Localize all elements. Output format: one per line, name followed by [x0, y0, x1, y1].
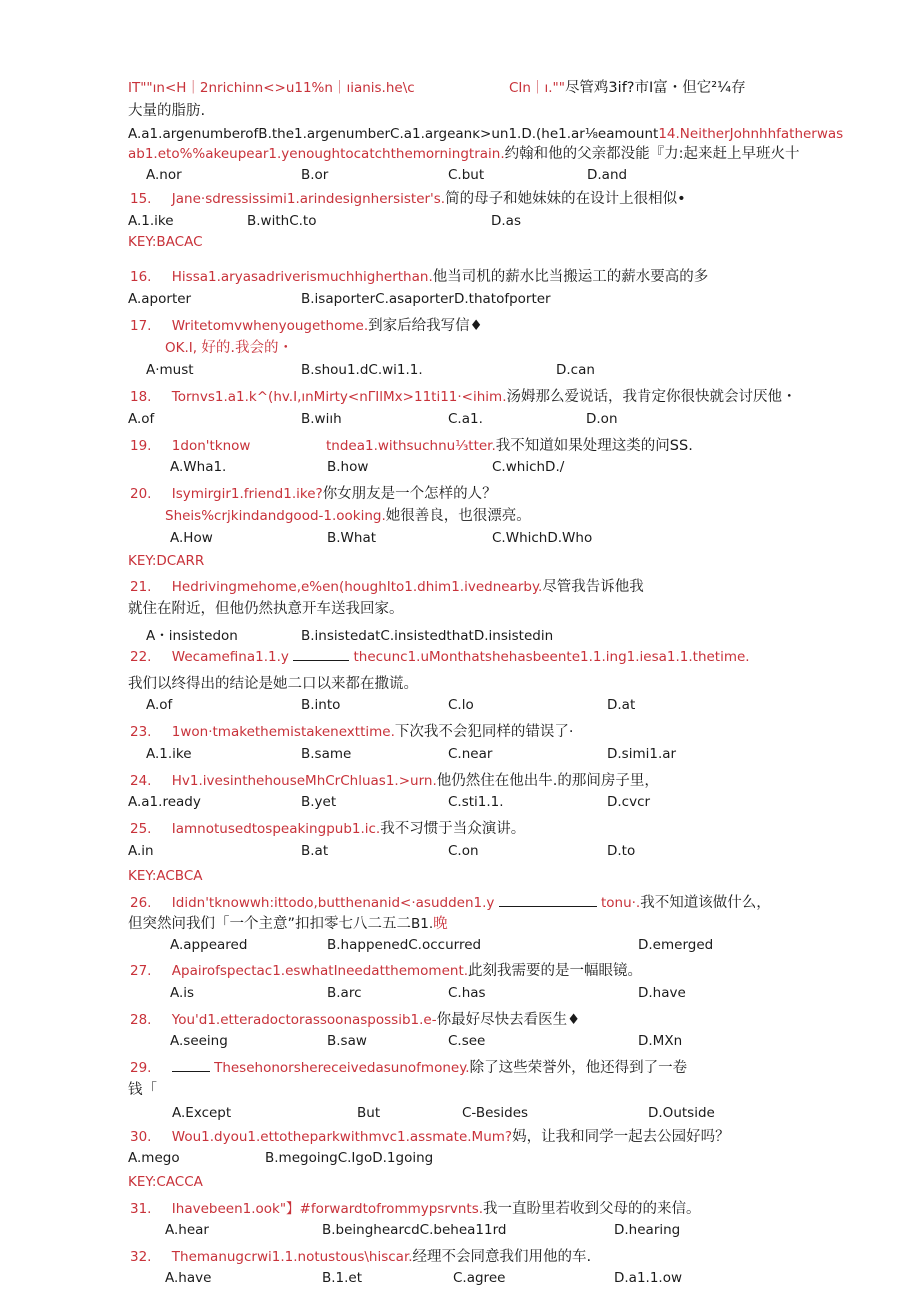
q26-text-a: Ididn'tknowwh:ittodo,butthenanid<·asudden1.y [171, 895, 495, 911]
q32-option-c[interactable]: C.agree [453, 1270, 506, 1286]
q22-text-a: Wecamefina1.1.y [171, 649, 289, 665]
q25-line [130, 820, 525, 838]
q22-option-c[interactable]: C.lo [448, 697, 474, 713]
q27-number: 27. [130, 963, 152, 979]
q15-option-d[interactable]: D.as [491, 213, 521, 229]
q17-chinese: 到家后给我写信♦ [368, 318, 483, 334]
q22-option-a[interactable]: A.of [146, 697, 173, 713]
q31-number: 31. [130, 1201, 152, 1217]
q20-reply-cn: 她很善良，也很漂亮。 [385, 508, 531, 524]
q29-blank [172, 1059, 210, 1072]
q22-line-2: 我们以终得出的结论是她二口以来都在撒谎。 [128, 676, 418, 692]
q31-line [130, 1200, 701, 1218]
q23-option-b[interactable]: B.same [301, 746, 352, 762]
q28-chinese: 你最好尽快去看医生♦ [436, 1012, 581, 1028]
q32-text: Themanugcrwi1.1.notustous\hiscar. [171, 1249, 413, 1265]
q32-line [130, 1248, 591, 1266]
header-line-2: 大量的脂肪. [128, 103, 206, 119]
q17-reply-cn: 好的.我会的・ [201, 340, 293, 356]
answer-key-1: KEY:BACAC [128, 234, 203, 250]
q26-line [130, 894, 771, 912]
q14-text: ab1.eto%%akeupear1.yenoughtocatchthemorningtrain. [128, 146, 505, 162]
header-chinese: 尽管鸡3if?市Ⅰ富・但它²¼存 [564, 80, 746, 96]
q31-option-d[interactable]: D.hearing [614, 1222, 681, 1238]
q21-option-a[interactable]: A・insistedon [146, 628, 238, 644]
q18-number: 18. [130, 389, 152, 405]
q20-reply [165, 507, 531, 525]
q28-text: You'd1.etteradoctorassoonaspossib1.e- [171, 1012, 437, 1028]
q19-text-a: 1don'tknow [171, 438, 251, 454]
q26-text-b: tonu·. [600, 895, 641, 911]
q19-number-line [130, 437, 250, 455]
q26-option-bc[interactable]: B.happenedC.occurred [327, 937, 482, 953]
q20-chinese: 你女朋友是一个怎样的人？ [322, 486, 497, 502]
q22-option-b[interactable]: B.into [301, 697, 341, 713]
q15-option-bc[interactable]: B.withC.to [247, 213, 317, 229]
q21-number: 21. [130, 579, 152, 595]
q17-reply-en: OK.I, [165, 340, 198, 356]
q32-chinese: 经理不会同意我们用他的车. [412, 1249, 592, 1265]
q16-option-a[interactable]: A.aporter [128, 291, 192, 307]
q13-options-line [128, 125, 843, 143]
q26-chinese: 我不知道该做什么， [640, 895, 771, 911]
q19-line-b [326, 437, 693, 455]
q22-option-d[interactable]: D.at [607, 697, 636, 713]
q23-option-c[interactable]: C.near [448, 746, 493, 762]
q30-chinese: 妈，让我和同学一起去公园好吗？ [512, 1129, 730, 1145]
q26-option-d[interactable]: D.emerged [638, 937, 714, 953]
q26-line-2-b: 晚 [433, 916, 448, 932]
q18-option-a[interactable]: A.of [128, 411, 155, 427]
q15-number: 15. [130, 191, 152, 207]
q21-line-2: 就住在附近，但他仍然执意开车送我回家。 [128, 601, 404, 617]
q19-chinese: 我不知道如果处理这类的问SS. [495, 438, 693, 454]
q14-lead: 14.NeitherJohnhhfatherwas [658, 126, 844, 142]
q20-option-a[interactable]: A.How [170, 530, 213, 546]
q25-option-c[interactable]: C.on [448, 843, 479, 859]
q24-number: 24. [130, 773, 152, 789]
q24-option-d[interactable]: D.cvcr [607, 794, 651, 810]
q18-option-d[interactable]: D.on [586, 411, 618, 427]
q21-chinese: 尽管我告诉他我 [542, 579, 644, 595]
q31-chinese: 我一直盼里若收到父母的的来信。 [483, 1201, 701, 1217]
q26-line-2 [128, 915, 448, 933]
q30-option-bcd[interactable]: B.megoingC.IgoD.1going [265, 1150, 434, 1166]
q28-option-a[interactable]: A.seeing [170, 1033, 228, 1049]
q32-option-b[interactable]: B.1.et [322, 1270, 363, 1286]
q22-number: 22. [130, 649, 152, 665]
q24-option-a[interactable]: A.a1.ready [128, 794, 201, 810]
q30-number: 30. [130, 1129, 152, 1145]
q19-text-b: tndea1.withsuchnu⅓tter. [326, 438, 496, 454]
q24-chinese: 他仍然住在他出牛.的那间房子里， [436, 773, 659, 789]
q25-text: Iamnotusedtospeakingpub1.ic. [171, 821, 381, 837]
q26-number: 26. [130, 895, 152, 911]
q23-option-d[interactable]: D.simi1.ar [607, 746, 677, 762]
q23-line [130, 723, 573, 741]
q28-option-c[interactable]: C.see [448, 1033, 486, 1049]
q19-option-b[interactable]: B.how [327, 459, 369, 475]
q13-options: A.a1.argenumberofB.the1.argenumberC.a1.argeanĸ>un1.D.(he1.ar⅛eamount [128, 126, 659, 142]
q32-option-a[interactable]: A.have [165, 1270, 212, 1286]
q27-option-d[interactable]: D.have [638, 985, 686, 1001]
q20-text: Isymirgir1.friend1.ike? [171, 486, 323, 502]
q17-line [130, 317, 483, 335]
q27-option-a[interactable]: A.is [170, 985, 195, 1001]
header-garbled-text-a: IT""ın<H｜2nrichinn<>u11%n｜ıianis.he\c [128, 80, 415, 96]
q19-option-a[interactable]: A.Wha1. [170, 459, 227, 475]
q18-line [130, 388, 797, 406]
q26-line-2-a: B1. [411, 916, 434, 932]
q17-option-d[interactable]: D.can [556, 362, 595, 378]
q29-chinese: 除了这些荣誉外，他还得到了一卷 [469, 1060, 688, 1076]
q18-chinese: 汤姆那么爱说话，我肯定你很快就会讨厌他・ [506, 389, 797, 405]
q28-number: 28. [130, 1012, 152, 1028]
q29-option-d[interactable]: D.Outside [648, 1105, 715, 1121]
q20-line [130, 485, 497, 503]
q31-option-bc[interactable]: B.beinghearcdC.behea11rd [322, 1222, 507, 1238]
q15-chinese: 简的母子和她妹妹的在设计上很相似• [445, 191, 686, 207]
q18-option-b[interactable]: B.wiıh [301, 411, 342, 427]
header-line-1b [509, 79, 746, 97]
q16-number: 16. [130, 269, 152, 285]
q16-line [130, 268, 708, 286]
q15-option-a[interactable]: A.1.ike [128, 213, 174, 229]
q31-option-a[interactable]: A.hear [165, 1222, 209, 1238]
q30-option-a[interactable]: A.mego [128, 1150, 180, 1166]
q27-text: Apairofspectac1.eswhatIneedatthemoment. [171, 963, 469, 979]
q26-option-a[interactable]: A.appeared [170, 937, 248, 953]
q14-chinese: 约翰和他的父亲都没能『力:起来赶上早班火十 [504, 146, 800, 162]
q23-number: 23. [130, 724, 152, 740]
q29-text: Thesehonorshereceivedasunofmoney. [214, 1060, 470, 1076]
q29-line [130, 1059, 687, 1077]
q20-option-b[interactable]: B.What [327, 530, 377, 546]
q29-option-b[interactable]: But [357, 1105, 381, 1121]
q29-option-a[interactable]: A.Except [172, 1105, 232, 1121]
q16-text: Hissa1.aryasadriverismuchhigherthan. [171, 269, 433, 285]
q22-blank [293, 648, 349, 661]
q27-option-b[interactable]: B.arc [327, 985, 362, 1001]
q27-line [130, 962, 642, 980]
q32-option-d[interactable]: D.a1.1.ow [614, 1270, 683, 1286]
q26-blank [499, 894, 597, 907]
q27-chinese: 此刻我需要的是一幅眼镜。 [468, 963, 643, 979]
q25-option-d[interactable]: D.to [607, 843, 636, 859]
header-line-1 [128, 79, 415, 97]
q17-option-a[interactable]: A·must [146, 362, 194, 378]
q16-option-bcd[interactable]: B.isaporterC.asaporterD.thatofporter [301, 291, 551, 307]
q20-number: 20. [130, 486, 152, 502]
q14-option-a[interactable]: A.nor [146, 167, 182, 183]
q29-line-2: 钱「 [128, 1082, 157, 1098]
q14-line-2 [128, 145, 800, 163]
q22-line [130, 648, 750, 666]
q20-reply-en: Sheis%crjkindandgood-1.ooking. [165, 508, 386, 524]
q26-line-2-cn: 但突然问我们「一个主意”扣扣零七八二五二 [128, 916, 412, 932]
q21-option-bcd[interactable]: B.insistedatC.insistedthatD.insistedin [301, 628, 554, 644]
q14-option-c[interactable]: C.but [448, 167, 485, 183]
q29-option-c[interactable]: C-Besides [462, 1105, 529, 1121]
q28-option-d[interactable]: D.MXn [638, 1033, 683, 1049]
q15-text: Jane·sdressissimi1.arindesignhersister's. [171, 191, 446, 207]
q24-option-c[interactable]: C.sti1.1. [448, 794, 504, 810]
answer-key-2: KEY:DCARR [128, 553, 205, 569]
q23-text: 1won·tmakethemistakenexttime. [171, 724, 395, 740]
q16-chinese: 他当司机的薪水比当搬运工的薪水要高的多 [432, 269, 709, 285]
answer-key-3: KEY:ACBCA [128, 868, 203, 884]
q24-line [130, 772, 659, 790]
q25-option-b[interactable]: B.at [301, 843, 329, 859]
q24-text: Hv1.ivesinthehouseMhCrChluas1.>urn. [171, 773, 437, 789]
q21-text: Hedrivingmehome,e%en(houghIto1.dhim1.ivednearby. [171, 579, 543, 595]
q25-number: 25. [130, 821, 152, 837]
q23-chinese: 下次我不会犯同样的错误了· [394, 724, 574, 740]
q30-line [130, 1128, 730, 1146]
q27-option-c[interactable]: C.has [448, 985, 486, 1001]
q22-text-b: thecunc1.uMonthatshehasbeente1.1.ing1.iesa1.1.thetime. [353, 649, 750, 665]
q25-chinese: 我不习惯于当众演讲。 [380, 821, 526, 837]
answer-key-4: KEY:CACCA [128, 1174, 203, 1190]
header-garbled-text-b: CIn｜ı."" [509, 80, 565, 96]
q31-text: Ihavebeen1.ook"】#forwardtofrommypsrvnts. [171, 1201, 484, 1217]
q25-option-a[interactable]: A.in [128, 843, 154, 859]
q17-text: Writetomvwhenyougethome. [171, 318, 369, 334]
q30-text: Wou1.dyou1.ettotheparkwithmvc1.assmate.Mum? [171, 1129, 513, 1145]
q14-option-d[interactable]: D.and [587, 167, 628, 183]
q18-option-c[interactable]: C.a1. [448, 411, 483, 427]
q14-option-b[interactable]: B.or [301, 167, 329, 183]
q20-option-cd[interactable]: C.WhichD.Who [492, 530, 593, 546]
q28-line [130, 1011, 580, 1029]
q17-reply [165, 339, 293, 357]
q32-number: 32. [130, 1249, 152, 1265]
q19-number: 19. [130, 438, 152, 454]
q29-number: 29. [130, 1060, 152, 1076]
q17-number: 17. [130, 318, 152, 334]
q18-text: Tornvs1.a1.k^(hv.I,ınMirty<nΓIlMx>11ti11·<ihim. [171, 389, 507, 405]
q23-option-a[interactable]: A.1.ike [146, 746, 192, 762]
q17-option-bc[interactable]: B.shou1.dC.wi1.1. [301, 362, 423, 378]
q24-option-b[interactable]: B.yet [301, 794, 337, 810]
q15-line [130, 190, 686, 208]
q19-option-cd[interactable]: C.whichD./ [492, 459, 565, 475]
q21-line [130, 578, 644, 596]
q28-option-b[interactable]: B.saw [327, 1033, 367, 1049]
